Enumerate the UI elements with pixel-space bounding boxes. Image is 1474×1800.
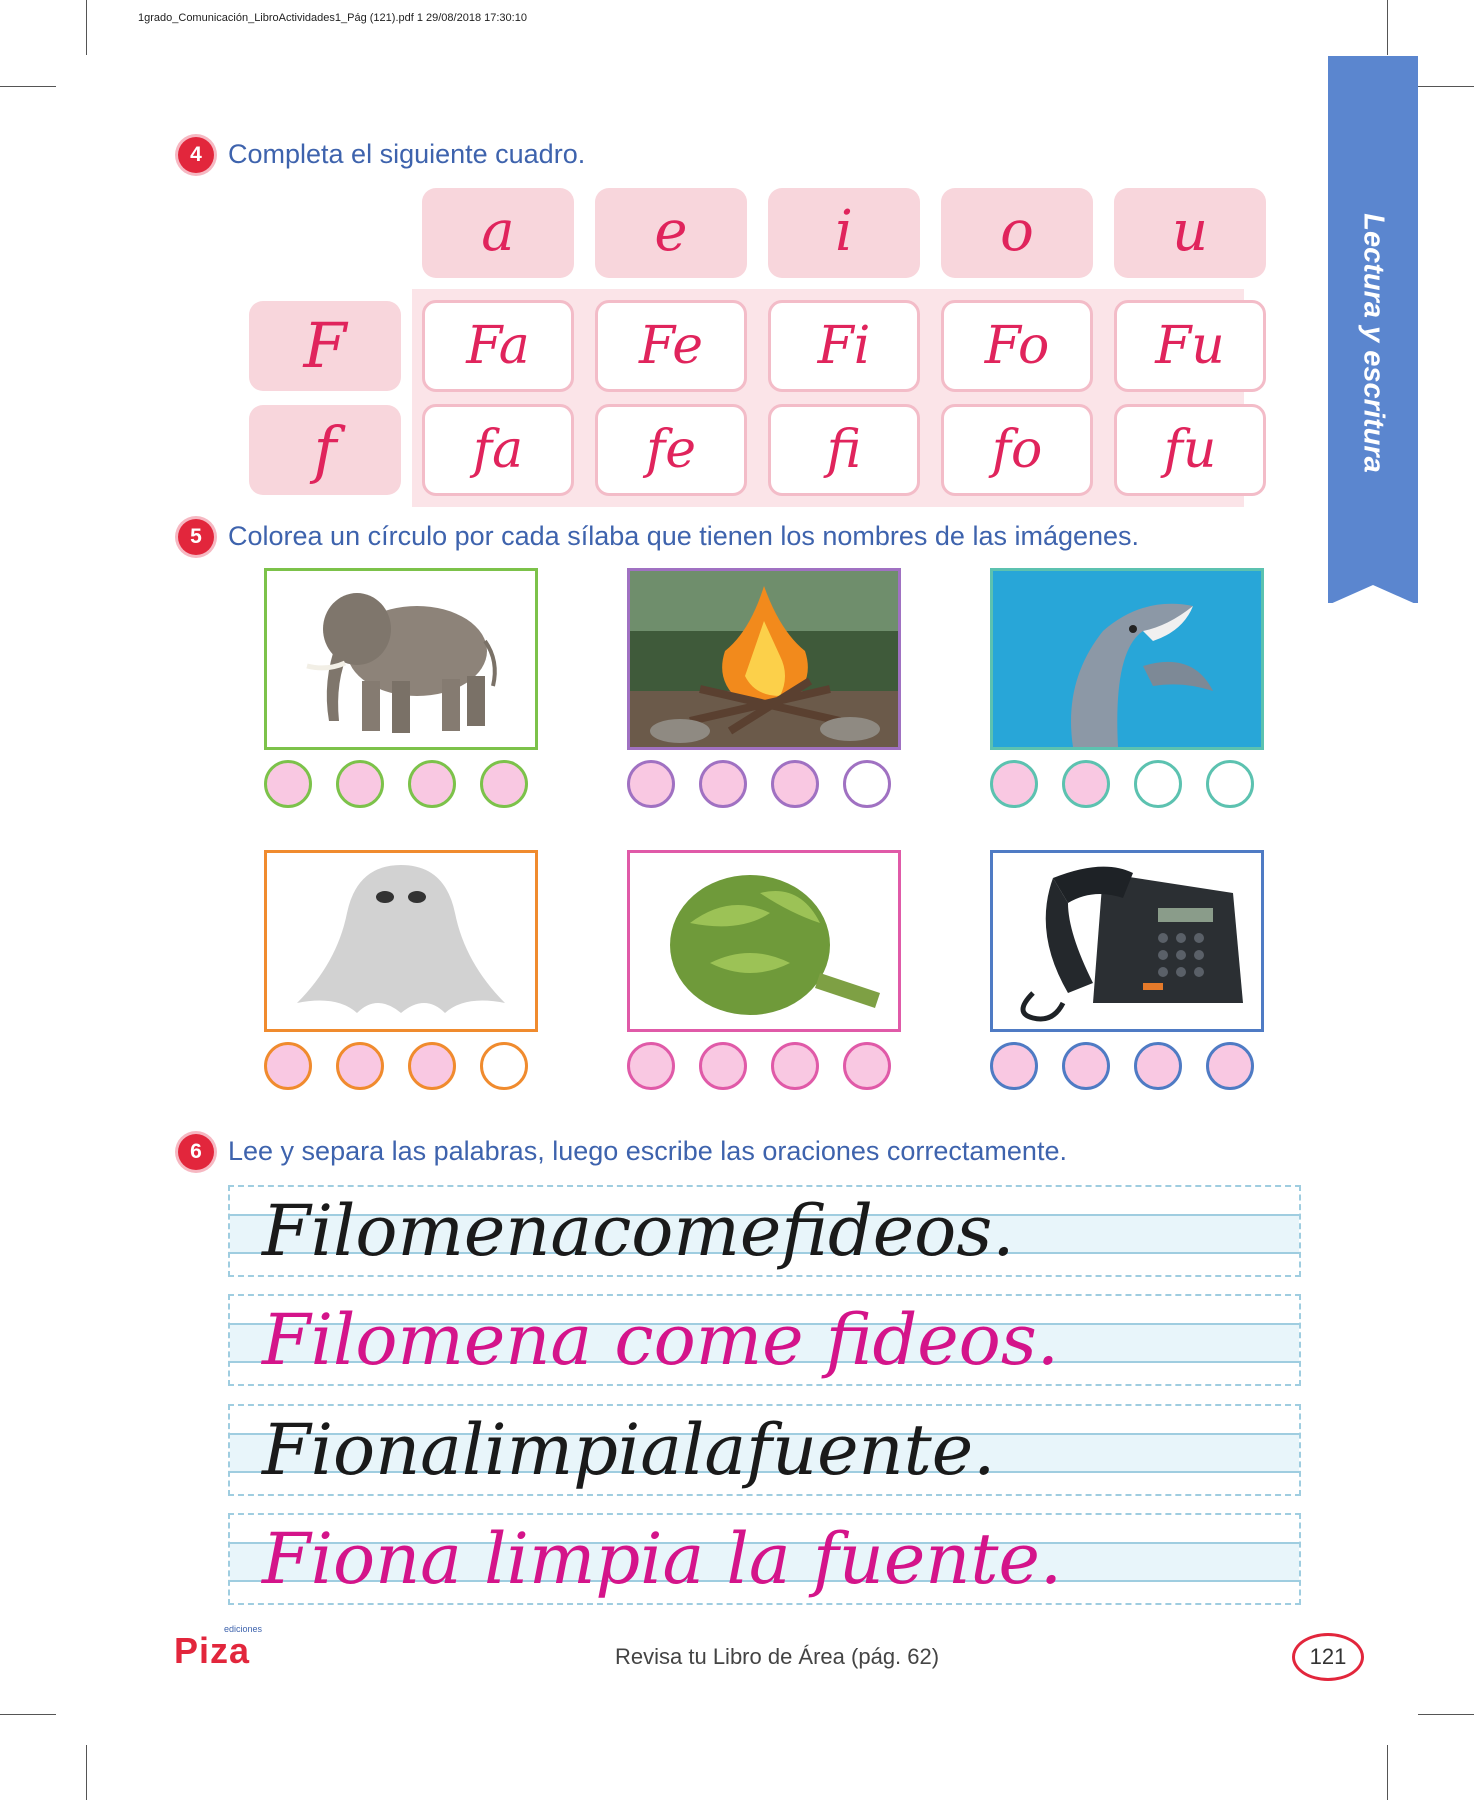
syllable-cell: fo <box>941 404 1093 496</box>
syllable-circle[interactable] <box>771 760 819 808</box>
syllable-circle[interactable] <box>990 1042 1038 1090</box>
exercise-6-instruction: Lee y separa las palabras, luego escribe las oraciones correctamente. <box>228 1136 1067 1166</box>
syllable-circle[interactable] <box>1062 1042 1110 1090</box>
syllable-cell: Fe <box>595 300 747 392</box>
syllable-circle[interactable] <box>408 760 456 808</box>
syllable-circle[interactable] <box>627 760 675 808</box>
syllable-cell: fu <box>1114 404 1266 496</box>
vowel-a: a <box>422 188 574 278</box>
crop-mark <box>1387 1745 1388 1800</box>
side-tab-notch <box>1328 585 1418 605</box>
publisher-logo-subtitle: ediciones <box>224 1624 263 1634</box>
crop-mark <box>86 1745 87 1800</box>
crop-mark <box>1418 1714 1474 1715</box>
syllable-circle[interactable] <box>843 760 891 808</box>
syllable-circle[interactable] <box>336 760 384 808</box>
syllable-circle[interactable] <box>336 1042 384 1090</box>
picture-bonfire <box>627 568 901 750</box>
syllable-circle[interactable] <box>480 1042 528 1090</box>
side-tab-label: Lectura y escritura <box>1357 213 1390 473</box>
print-header: 1grado_Comunicación_LibroActividades1_Pág (121).pdf 1 29/08/2018 17:30:10 <box>138 12 527 24</box>
vowel-e: e <box>595 188 747 278</box>
vowel-u: u <box>1114 188 1266 278</box>
telephone-icon <box>993 853 1261 1029</box>
writing-line-2 <box>228 1294 1301 1386</box>
exercise-4-instruction: Completa el siguiente cuadro. <box>228 139 586 169</box>
publisher-logo: Piza <box>174 1630 251 1671</box>
syllable-circle[interactable] <box>480 760 528 808</box>
syllable-circle[interactable] <box>1134 760 1182 808</box>
bonfire-icon <box>630 571 898 747</box>
syllable-circle[interactable] <box>1062 760 1110 808</box>
syllable-circle[interactable] <box>771 1042 819 1090</box>
sentence-4: Fiona limpia la fuente. <box>262 1518 1063 1600</box>
crop-mark <box>86 0 87 55</box>
crop-mark <box>1387 0 1388 55</box>
vowel-i: i <box>768 188 920 278</box>
picture-elephant <box>264 568 538 750</box>
dolphin-icon <box>993 571 1261 747</box>
picture-ghost <box>264 850 538 1032</box>
footer-note: Revisa tu Libro de Área (pág. 62) <box>615 1644 940 1669</box>
syllable-cell: fe <box>595 404 747 496</box>
sentence-1: Filomenacomefideos. <box>262 1190 1015 1272</box>
crop-mark <box>1418 86 1474 87</box>
syllable-circle[interactable] <box>843 1042 891 1090</box>
syllable-cell: Fo <box>941 300 1093 392</box>
exercise-6-number: 6 <box>178 1134 214 1170</box>
writing-line-1 <box>228 1185 1301 1277</box>
syllable-circle[interactable] <box>699 1042 747 1090</box>
syllable-circle[interactable] <box>627 1042 675 1090</box>
picture-dolphin <box>990 568 1264 750</box>
exercise-4-number: 4 <box>178 137 214 173</box>
syllable-cell: Fu <box>1114 300 1266 392</box>
crop-mark <box>0 1714 56 1715</box>
page-number: 121 <box>1292 1633 1364 1681</box>
syllable-cell: fi <box>768 404 920 496</box>
sentence-2: Filomena come fideos. <box>262 1299 1060 1381</box>
row-label-lowercase-f: f <box>249 405 401 495</box>
artichoke-icon <box>630 853 898 1029</box>
syllable-circle[interactable] <box>990 760 1038 808</box>
syllable-circle[interactable] <box>264 1042 312 1090</box>
exercise-5-number: 5 <box>178 519 214 555</box>
vowel-o: o <box>941 188 1093 278</box>
syllable-circle[interactable] <box>699 760 747 808</box>
writing-line-3 <box>228 1404 1301 1496</box>
writing-line-4 <box>228 1513 1301 1605</box>
ghost-icon <box>267 853 535 1029</box>
syllable-cell: Fi <box>768 300 920 392</box>
crop-mark <box>0 86 56 87</box>
picture-telephone <box>990 850 1264 1032</box>
picture-artichoke <box>627 850 901 1032</box>
syllable-circle[interactable] <box>1206 1042 1254 1090</box>
exercise-5-instruction: Colorea un círculo por cada sílaba que tienen los nombres de las imágenes. <box>228 521 1140 551</box>
row-label-uppercase-f: F <box>249 301 401 391</box>
syllable-circle[interactable] <box>1134 1042 1182 1090</box>
elephant-icon <box>267 571 535 747</box>
syllable-cell: fa <box>422 404 574 496</box>
sentence-3: Fionalimpialafuente. <box>262 1409 996 1491</box>
syllable-cell: Fa <box>422 300 574 392</box>
syllable-circle[interactable] <box>408 1042 456 1090</box>
syllable-circle[interactable] <box>264 760 312 808</box>
syllable-circle[interactable] <box>1206 760 1254 808</box>
